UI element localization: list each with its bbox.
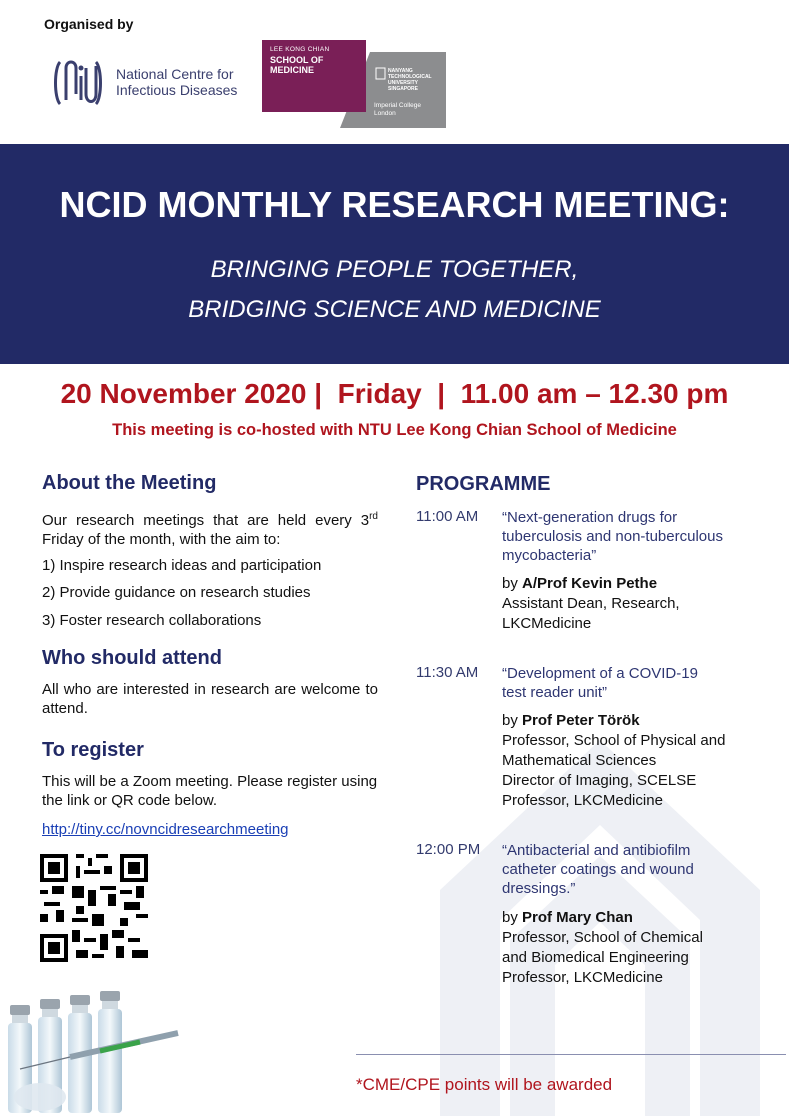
talk-2-title bbox=[502, 664, 772, 702]
talk-3-title-line-2: catheter coatings and wound bbox=[502, 861, 694, 878]
talk-1-title bbox=[502, 508, 772, 565]
talk-2-speaker-name-line bbox=[502, 711, 777, 731]
lkc-big-text bbox=[270, 55, 323, 75]
ncid-name bbox=[116, 66, 237, 98]
talk-3-time: 12:00 PM bbox=[416, 841, 481, 858]
event-date-time: 20 November 2020 | Friday | 11.00 am – 12.30 pm bbox=[60, 378, 729, 409]
talk-2-role-4: Professor, LKCMedicine bbox=[502, 792, 663, 809]
about-heading: About the Meeting bbox=[42, 472, 217, 494]
cme-note: *CME/CPE points will be awarded bbox=[356, 1075, 613, 1094]
ncid-logo-icon bbox=[50, 48, 104, 118]
qr-code-icon[interactable] bbox=[40, 854, 148, 962]
talk-3-title-line-1: “Antibacterial and antibiofilm bbox=[502, 842, 691, 859]
programme-heading: PROGRAMME bbox=[416, 473, 551, 495]
talk-2-role-1: Professor, School of Physical and bbox=[502, 732, 726, 749]
who-should-attend-body: All who are interested in research are welcome to attend. bbox=[42, 681, 378, 717]
talk-2-role-2: Mathematical Sciences bbox=[502, 752, 657, 769]
lkc-small-text: LEE KONG CHIAN bbox=[270, 46, 330, 53]
talk-2-speaker bbox=[502, 711, 777, 811]
ntu-line-1: NANYANG bbox=[388, 68, 413, 74]
talk-1-title-line-2: tuberculosis and non-tuberculous bbox=[502, 528, 723, 545]
talk-3-role-3: Professor, LKCMedicine bbox=[502, 969, 663, 986]
who-should-attend-heading: Who should attend bbox=[42, 647, 222, 669]
ntu-line-4: SINGAPORE bbox=[388, 86, 419, 92]
talk-3-speaker-name-line bbox=[502, 908, 777, 928]
ntu-logo-text bbox=[388, 68, 432, 92]
talk-1-speaker-name-line bbox=[502, 574, 777, 594]
talk-2-title-line-1: “Development of a COVID-19 bbox=[502, 665, 698, 682]
talk-1-title-line-3: mycobacteria” bbox=[502, 547, 597, 564]
talk-1-by-label: by bbox=[502, 575, 523, 592]
subtitle-line-1: BRINGING PEOPLE TOGETHER, bbox=[210, 256, 579, 283]
aim-item-2: 2) Provide guidance on research studies bbox=[42, 584, 311, 601]
aim-item-3: 3) Foster research collaborations bbox=[42, 612, 262, 629]
talk-3-speaker bbox=[502, 908, 777, 988]
talk-1-speaker bbox=[502, 574, 777, 634]
talk-3-role-2: and Biomedical Engineering bbox=[502, 949, 689, 966]
about-body-post: Friday of the month, with the aim to: bbox=[42, 531, 281, 548]
about-body-sup: rd bbox=[369, 511, 378, 522]
about-body bbox=[42, 507, 378, 549]
talk-2-role-3: Director of Imaging, SCELSE bbox=[502, 772, 697, 789]
footer-divider bbox=[356, 1054, 786, 1055]
talk-2-speaker-name: Prof Peter Török bbox=[522, 712, 640, 729]
register-heading: To register bbox=[42, 739, 144, 761]
talk-2-by-label: by bbox=[502, 712, 523, 729]
ncid-name-line2: Infectious Diseases bbox=[116, 82, 238, 98]
about-body-pre: Our research meetings that are held every 3 bbox=[42, 512, 370, 529]
lkc-medicine-logo bbox=[262, 40, 366, 112]
talk-1-title-line-1: “Next-generation drugs for bbox=[502, 509, 678, 526]
talk-3-by-label: by bbox=[502, 909, 523, 926]
imperial-line-1: Imperial College bbox=[374, 102, 421, 109]
lkc-line-2: MEDICINE bbox=[270, 65, 315, 75]
cohost-note: This meeting is co-hosted with NTU Lee Kong Chian School of Medicine bbox=[112, 421, 677, 439]
imperial-logo-text bbox=[374, 102, 421, 118]
vaccine-vials-image bbox=[0, 985, 180, 1116]
lkc-line-1: SCHOOL OF bbox=[270, 55, 324, 65]
imperial-line-2: London bbox=[374, 110, 396, 117]
ncid-name-line1: National Centre for bbox=[116, 66, 234, 82]
aim-item-1: 1) Inspire research ideas and participation bbox=[42, 557, 322, 574]
registration-link[interactable]: http://tiny.cc/novncidresearchmeeting bbox=[42, 821, 289, 838]
subtitle-line-2: BRIDGING SCIENCE AND MEDICINE bbox=[188, 296, 601, 323]
talk-3-role-1: Professor, School of Chemical bbox=[502, 929, 703, 946]
talk-1-speaker-name: A/Prof Kevin Pethe bbox=[522, 575, 658, 592]
talk-3-title bbox=[502, 841, 772, 898]
organised-by-label: Organised by bbox=[44, 16, 134, 32]
talk-2-title-line-2: test reader unit” bbox=[502, 684, 608, 701]
talk-3-speaker-name: Prof Mary Chan bbox=[522, 909, 633, 926]
talk-3-title-line-3: dressings.” bbox=[502, 880, 576, 897]
ntu-line-2: TECHNOLOGICAL bbox=[388, 74, 432, 80]
ntu-line-3: UNIVERSITY bbox=[388, 80, 419, 86]
talk-1-time: 11:00 AM bbox=[416, 508, 479, 525]
title-banner bbox=[0, 144, 789, 364]
page-title: NCID MONTHLY RESEARCH MEETING: bbox=[59, 184, 730, 225]
talk-1-role-2: LKCMedicine bbox=[502, 615, 592, 632]
register-body: This will be a Zoom meeting. Please register using the link or QR code below. bbox=[42, 773, 378, 809]
talk-2-time: 11:30 AM bbox=[416, 664, 479, 681]
talk-1-role-1: Assistant Dean, Research, bbox=[502, 595, 680, 612]
